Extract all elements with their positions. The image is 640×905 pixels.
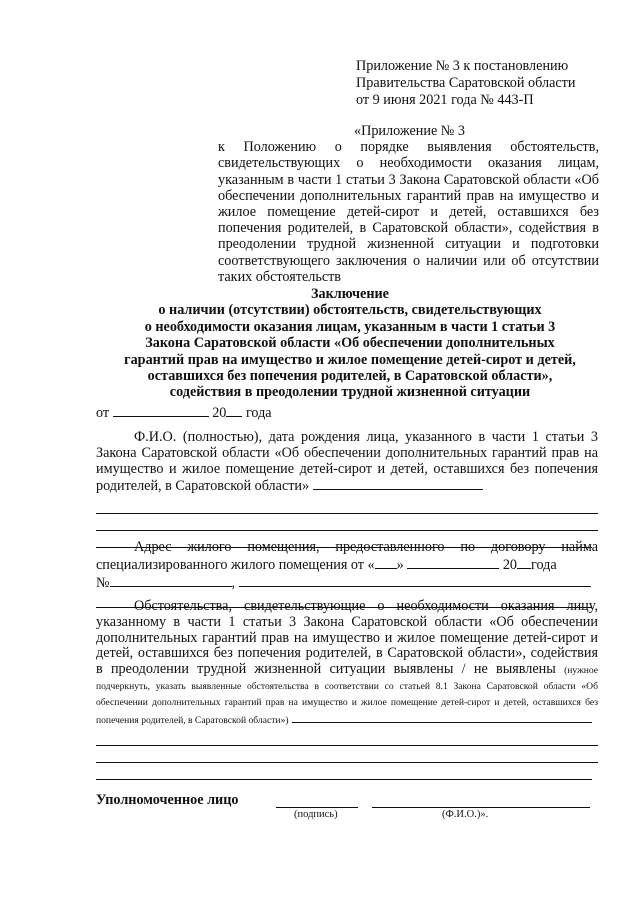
person-section bbox=[96, 430, 598, 548]
address-day-field[interactable] bbox=[375, 556, 397, 569]
address-year-prefix: 20 bbox=[502, 556, 518, 573]
circumstances-text bbox=[96, 599, 598, 727]
address-label: Адрес жилого помещения, предоставленного по договору найма специализированного жилого помещения от bbox=[96, 539, 598, 573]
address-text bbox=[96, 540, 598, 574]
date-year-prefix: 20 bbox=[212, 405, 227, 421]
title-line: о наличии (отсутствии) обстоятельств, свидетельствующих bbox=[158, 302, 542, 319]
signature-caption: (подпись) bbox=[294, 809, 338, 820]
address-open-quote: « bbox=[367, 556, 375, 573]
date-line bbox=[96, 404, 396, 422]
address-number-field[interactable] bbox=[110, 574, 232, 587]
address-close-quote: » bbox=[396, 556, 404, 573]
address-value-field[interactable] bbox=[239, 574, 591, 587]
appendix-reference bbox=[356, 58, 616, 109]
title-line: Закона Саратовской области «Об обеспечении дополнительных bbox=[145, 335, 555, 352]
person-inline-field[interactable] bbox=[313, 477, 483, 490]
date-suffix: года bbox=[245, 405, 272, 421]
appendix-line: Правительства Саратовской области bbox=[356, 75, 576, 91]
title-line: содействия в преодолении трудной жизненной ситуации bbox=[169, 384, 531, 401]
date-day-month-field[interactable] bbox=[113, 404, 209, 417]
person-fill-line[interactable] bbox=[96, 516, 598, 531]
signature-block bbox=[96, 792, 606, 832]
date-prefix: от bbox=[96, 405, 110, 421]
title-line: о необходимости оказания лицам, указанным в части 1 статьи 3 bbox=[144, 318, 556, 335]
title-line: гарантий прав на имущество и жилое помещение детей-сирот и детей, bbox=[124, 351, 576, 368]
appendix-line: Приложение № 3 к постановлению bbox=[356, 58, 569, 74]
date-year-field[interactable] bbox=[226, 404, 242, 417]
address-year-suffix: года bbox=[531, 556, 557, 573]
signature-field[interactable] bbox=[276, 807, 358, 808]
person-label: Ф.И.О. (полностью), дата рождения лица, указанного в части 1 статьи 3 Закона Саратовской области «Об обеспечении дополнительных гарантий прав на имущество и жилое помещение детей-сирот и детей, оставшихся без попечения родителей, в Саратовской области» bbox=[96, 429, 598, 495]
circumstances-fill-line[interactable] bbox=[96, 765, 592, 780]
regulation-reference bbox=[218, 123, 599, 285]
regulation-body: к Положению о порядке выявления обстоятельств, свидетельствующих о необходимости оказания лицам, указанным в части 1 статьи 3 Закона Саратовской области «Об обеспечении дополнительных гарантий прав на имущество и жилое помещение детей-сирот и детей, оставшихся без попечения родителей, в Саратовской области», содействия в преодолении трудной жизненной ситуации и подготовки соответствующего заключения о наличии или об отсутствии таких обстоятельств bbox=[218, 139, 599, 285]
person-text bbox=[96, 430, 598, 495]
address-number-line bbox=[96, 574, 598, 592]
address-comma: , bbox=[231, 574, 236, 591]
address-number-sign: № bbox=[96, 574, 110, 591]
document-title bbox=[90, 286, 610, 401]
regulation-title: «Приложение № 3 bbox=[354, 123, 465, 139]
title-line: Заключение bbox=[311, 286, 389, 302]
circumstances-fill-line[interactable] bbox=[96, 748, 598, 763]
circumstances-section bbox=[96, 599, 598, 780]
authorized-person-label: Уполномоченное лицо bbox=[96, 792, 239, 808]
circumstances-inline-field[interactable] bbox=[292, 710, 592, 723]
circumstances-note: (нужное подчеркнуть, указать выявленные обстоятельства в соответствии со статьей 8.1 Закона Саратовской области «Об обеспечении дополнительных гарантий прав на имущество и жилое помещение детей-сирот и детей, оставшихся без попечения родителей, в Саратовской области») bbox=[96, 665, 599, 726]
title-line: оставшихся без попечения родителей, в Саратовской области», bbox=[147, 368, 553, 385]
address-month-field[interactable] bbox=[407, 556, 499, 569]
appendix-line: от 9 июня 2021 года № 443-П bbox=[356, 92, 534, 108]
circumstances-fill-line[interactable] bbox=[96, 731, 598, 746]
full-name-caption: (Ф.И.О.)». bbox=[442, 809, 489, 820]
person-fill-line[interactable] bbox=[96, 499, 598, 514]
full-name-field[interactable] bbox=[372, 807, 590, 808]
address-year-field[interactable] bbox=[517, 556, 531, 569]
circumstances-label: Обстоятельства, свидетельствующие о необходимости оказания лицу, указанному в части 1 статьи 3 Закона Саратовской области «Об обеспечении дополнительных гарантий прав на имущество и жилое помещение детей-сирот и детей, оставшихся без попечения родителей, в Саратовской области», содействия в преодолении трудной жизненной ситуации выявлены / не выявлены bbox=[96, 598, 598, 678]
